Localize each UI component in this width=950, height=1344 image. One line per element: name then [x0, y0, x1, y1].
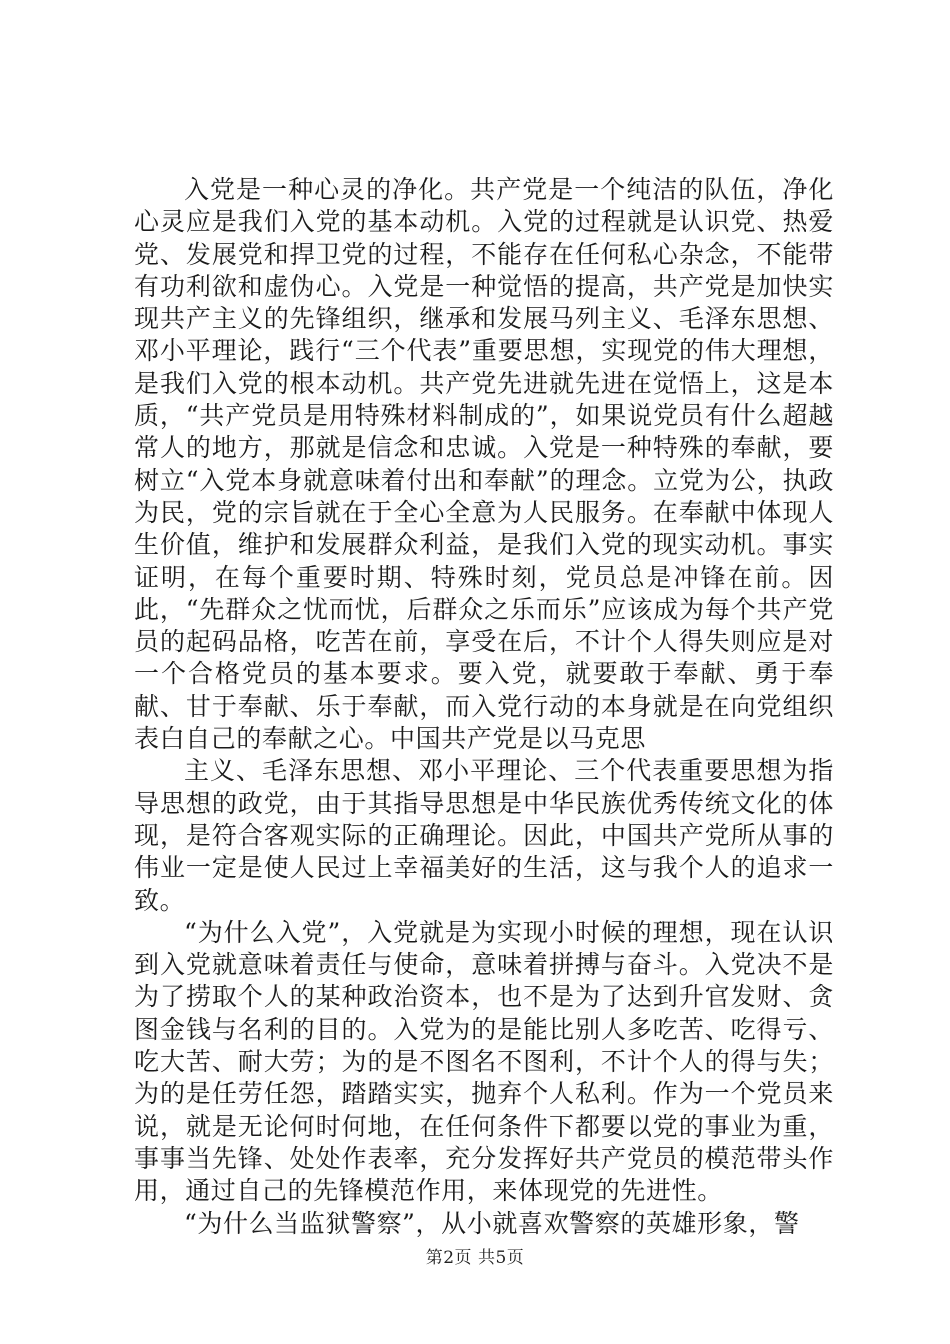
paragraph-4: “为什么当监狱警察”，从小就喜欢警察的英雄形象，警	[184, 1208, 800, 1238]
page-number-footer: 第2页 共5页	[425, 1248, 525, 1268]
paragraph-1: 入党是一种心灵的净化。共产党是一个纯洁的队伍，净化心灵应是我们入党的基本动机。入党的过程就是认识党、热爱党、发展党和捍卫党的过程，不能存在任何私心杂念，不能带有功利欲和虚伪心。入党是一种觉悟的提高，共产党是加快实现共产主义的先锋组织，继承和发展马列主义、毛泽东思想、邓小平理论，践行“三个代表”重要思想，实现党的伟大理想，是我们入党的根本动机。共产党先进就先进在觉悟上，这是本质，“共产党员是用特殊材料制成的”，如果说党员有什么超越常人的地方，那就是信念和忠诚。入党是一种特殊的奉献，要树立“入党本身就意味着付出和奉献”的理念。立党为公，执政为民，党的宗旨就在于全心全意为人民服务。在奉献中体现人生价值，维护和发展群众利益，是我们入党的现实动机。事实证明，在每个重要时期、特殊时刻，党员总是冲锋在前。因此，“先群众之忧而忧，后群众之乐而乐”应该成为每个共产党员的起码品格，吃苦在前，享受在后，不计个人得失则应是对一个合格党员的基本要求。要入党，就要敢于奉献、勇于奉献、甘于奉献、乐于奉献，而入党行动的本身就是在向党组织表白自己的奉献之心。中国共产党是以马克思	[134, 175, 834, 754]
paragraph-3: “为什么入党”，入党就是为实现小时候的理想，现在认识到入党就意味着责任与使命，意味着拼搏与奋斗。入党决不是为了捞取个人的某种政治资本，也不是为了达到升官发财、贪图金钱与名利的目的。入党为的是能比别人多吃苦、吃得亏、吃大苦、耐大劳；为的是不图名不图利，不计个人的得与失；为的是任劳任怨，踏踏实实，抛弃个人私利。作为一个党员来说，就是无论何时何地，在任何条件下都要以党的事业为重，事事当先锋、处处作表率，充分发挥好共产党员的模范带头作用，通过自己的先锋模范作用，来体现党的先进性。	[134, 917, 834, 1206]
paragraph-2: 主义、毛泽东思想、邓小平理论、三个代表重要思想为指导思想的政党，由于其指导思想是中华民族优秀传统文化的体现，是符合客观实际的正确理论。因此，中国共产党所从事的伟业一定是使人民过上幸福美好的生活，这与我个人的追求一致。	[134, 756, 834, 915]
document-body	[134, 174, 834, 1240]
